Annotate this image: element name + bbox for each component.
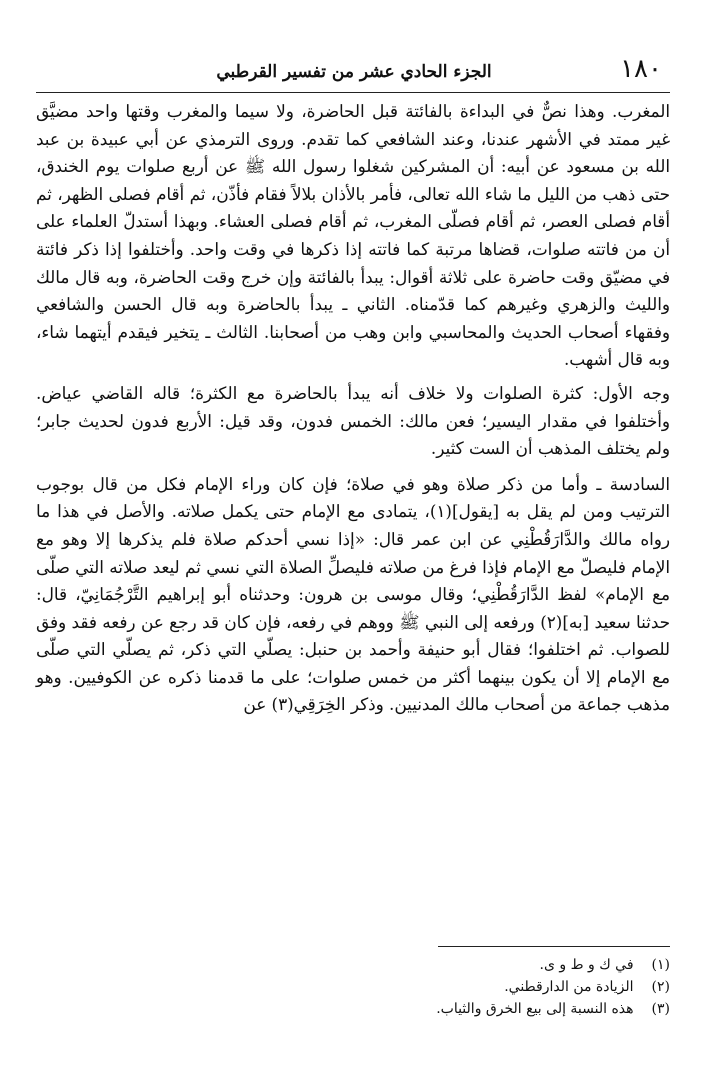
footnote-divider — [438, 946, 670, 947]
paragraph: السادسة ـ وأما من ذكر صلاة وهو في صلاة؛ فإن كان وراء الإمام فكل من قال بوجوب الترتيب ومن لم يقل به [يقول](١)، يتمادى مع الإمام حتى يكمل صلاته. والأصل في هذا ما رواه مالك والدَّارَقُطْنِي عن ابن عمر قال: «إذا نسي أحدكم صلاة فلم يذكرها إلا وهو مع الإمام فليصلّ مع الإمام فإذا فرغ من صلاته فليصلِّ الصلاة التي نسي ثم ليعد صلاته التي صلّى مع الإمام» لفظ الدَّارَقُطْنِي؛ وقال موسى بن هرون: وحدثناه أبو إبراهيم التَّرْجُمَانِيّ، قال: حدثنا سعيد [به](٢) ورفعه إلى النبي ﷺ ووهم في رفعه، فإن كان قد رجع عن رفعه فقد وفق للصواب. ثم اختلفوا؛ فقال أبو حنيفة وأحمد بن حنبل: يصلّي التي ذكر، ثم يصلّي التي صلّى مع الإمام إلا أن يكون بينهما أكثر من خمس صلوات؛ على ما قدمنا ذكره عن الكوفيين. وهو مذهب جماعة من أصحاب مالك المدنيين. وذكر الخِرَقِي(٣) عن — [36, 473, 670, 715]
main-text — [36, 98, 670, 725]
paragraph: المغرب. وهذا نصٌّ في البداءة بالفائتة قبل الحاضرة، ولا سيما والمغرب وقتها واحد مضيَّق غير ممتد في الأشهر عندنا، وعند الشافعي كما تقدم. وروى الترمذي عن أبي عبيدة بن عبد الله بن مسعود عن أبيه: أن المشركين شغلوا رسول الله ﷺ عن أربع صلوات يوم الخندق، حتى ذهب من الليل ما شاء الله تعالى، فأمر بالأذان بلالاً فقام فأذّن، ثم أقام فصلى الظهر، ثم أقام فصلى العصر، ثم أقام فصلّى المغرب، ثم أقام فصلى العشاء. وبهذا أستدلّ العلماء على أن من فاتته صلوات، قضاها مرتبة كما فاتته إذا ذكرها في وقت واحد. وأختلفوا إذا ذكر فائتة في مضيّق وقت حاضرة على ثلاثة أقوال: يبدأ بالفائتة وإن خرج وقت الحاضرة، وبه قال مالك والليث والزهري وغيرهم كما قدّمناه. الثاني ـ يبدأ بالحاضرة وبه قال الحسن والشافعي وفقهاء أصحاب الحديث والمحاسبي وابن وهب من أصحابنا. الثالث ـ يتخير فيقدم أيتهما شاء، وبه قال أشهب. — [36, 101, 670, 370]
header-divider — [36, 92, 670, 93]
page-number: ١٨٠ — [620, 54, 662, 84]
footnote-text: الزيادة من الدارقطني. — [504, 979, 634, 995]
footnote — [250, 954, 670, 976]
footnote-text: هذه النسبة إلى بيع الخرق والثياب. — [436, 1001, 634, 1017]
footnotes — [250, 954, 670, 1020]
footnote-text: في ك و ط و ى. — [539, 957, 634, 973]
running-title: الجزء الحادي عشر من تفسير القرطبي — [216, 62, 492, 82]
footnote-number: (٢) — [651, 979, 670, 995]
footnote — [250, 998, 670, 1020]
footnote — [250, 976, 670, 998]
footnote-number: (٣) — [651, 1001, 670, 1017]
footnote-number: (١) — [651, 957, 670, 973]
paragraph: وجه الأول: كثرة الصلوات ولا خلاف أنه يبدأ بالحاضرة مع الكثرة؛ قاله القاضي عياض. وأختلفوا في مقدار اليسير؛ فعن مالك: الخمس فدون، وقد قيل: الأربع فدون لحديث جابر؛ ولم يختلف المذهب أن الست كثير. — [36, 382, 670, 459]
page-header — [46, 54, 662, 88]
